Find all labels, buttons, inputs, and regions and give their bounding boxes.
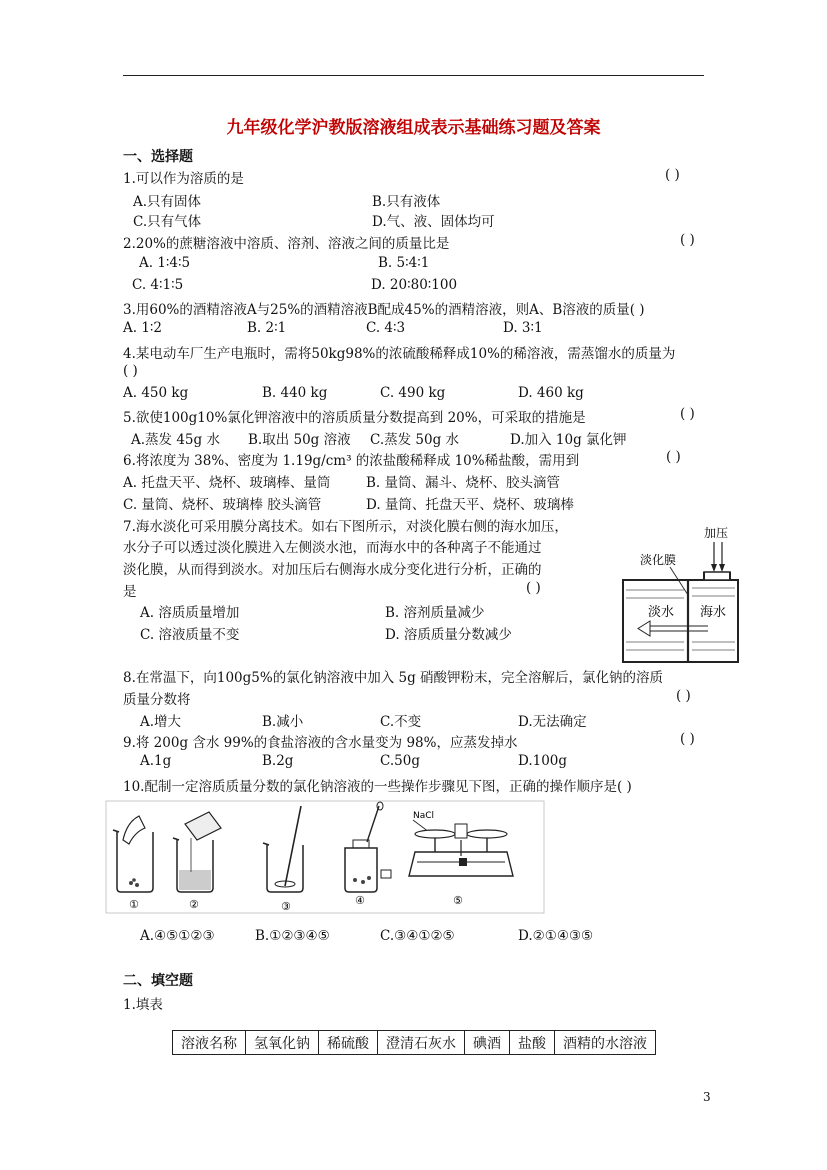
q9-option-b: B.2g <box>262 753 294 769</box>
answer-blank: ( ) <box>676 688 691 704</box>
fill-question-1: 1.填表 <box>123 997 163 1013</box>
question-3-stem: 3.用60%的酒精溶液A与25%的酒精溶液B配成45%的酒精溶液，则A、B溶液的质量( ) <box>123 302 645 318</box>
answer-blank: ( ) <box>123 363 138 379</box>
q6-option-c: C. 量筒、烧杯、玻璃棒 胶头滴管 <box>123 497 322 513</box>
step-5-balance <box>409 811 513 907</box>
q10-option-c: C.③④①②⑤ <box>380 928 455 944</box>
step-1-beaker <box>113 816 153 911</box>
question-7-line-3: 淡化膜，从而得到淡水。对加压后右侧海水成分变化进行分析，正确的 <box>123 562 542 578</box>
q9-option-d: D.100g <box>518 753 568 769</box>
q6-option-a: A. 托盘天平、烧杯、玻璃棒、量筒 <box>123 475 331 491</box>
table-cell: 碘酒 <box>465 1031 510 1055</box>
membrane-label: 淡化膜 <box>640 553 677 567</box>
q2-option-b: B. 5∶4∶1 <box>378 255 430 271</box>
q3-option-a: A. 1∶2 <box>123 320 163 336</box>
question-8-line-1: 8.在常温下，向100g5%的氯化钠溶液中加入 5g 硝酸钾粉末，完全溶解后，氯化钠的溶质 <box>123 670 664 686</box>
question-10-stem: 10.配制一定溶质质量分数的氯化钠溶液的一些操作步骤见下图，正确的操作顺序是( ) <box>123 779 632 795</box>
question-8-line-2: 质量分数将 <box>123 692 191 708</box>
answer-blank: ( ) <box>526 580 541 596</box>
solution-preparation-figure <box>105 800 545 915</box>
q4-option-d: D. 460 kg <box>518 385 584 401</box>
question-7-line-4: 是 <box>123 584 137 600</box>
q6-option-b: B. 量筒、漏斗、烧杯、胶头滴管 <box>366 475 561 491</box>
q8-option-b: B.减小 <box>262 714 304 730</box>
piston <box>704 572 730 580</box>
table-cell: 溶液名称 <box>173 1031 246 1055</box>
step-4-number: ④ <box>355 894 365 907</box>
answer-blank: ( ) <box>666 449 681 465</box>
question-6-stem: 6.将浓度为 38%、密度为 1.19g/cm³ 的浓盐酸稀释成 10%稀盐酸，需用到 <box>123 453 580 469</box>
q2-option-d: D. 20∶80∶100 <box>371 277 458 293</box>
header-rule <box>123 75 704 76</box>
q8-option-a: A.增大 <box>140 714 182 730</box>
question-7-line-1: 7.海水淡化可采用膜分离技术。如右下图所示，对淡化膜右侧的海水加压， <box>123 519 568 535</box>
section-heading-choice: 一、选择题 <box>123 149 193 165</box>
q7-option-c: C. 溶液质量不变 <box>140 627 240 643</box>
step-5-number: ⑤ <box>453 894 463 907</box>
question-7-line-2: 水分子可以透过淡化膜进入左侧淡水池，而海水中的各种离子不能通过 <box>123 540 542 556</box>
step-2-number: ② <box>189 898 199 911</box>
question-1-stem: 1.可以作为溶质的是 <box>123 171 244 187</box>
table-cell: 氢氧化钠 <box>246 1031 319 1055</box>
document-title: 九年级化学沪教版溶液组成表示基础练习题及答案 <box>226 118 601 138</box>
table-cell: 酒精的水溶液 <box>555 1031 656 1055</box>
press-label: 加压 <box>704 526 729 540</box>
step-3-number: ③ <box>281 900 291 913</box>
step-4-bottle <box>345 802 391 907</box>
section-heading-fill: 二、填空题 <box>123 973 193 989</box>
table-cell: 稀硫酸 <box>319 1031 378 1055</box>
q10-option-b: B.①②③④⑤ <box>255 928 330 944</box>
q10-option-a: A.④⑤①②③ <box>140 928 215 944</box>
answer-blank: ( ) <box>665 167 680 183</box>
q5-option-d: D.加入 10g 氯化钾 <box>510 432 627 448</box>
q2-option-a: A. 1∶4∶5 <box>139 255 191 271</box>
q5-option-b: B.取出 50g 溶液 <box>248 432 351 448</box>
table-cell: 澄清石灰水 <box>378 1031 465 1055</box>
membrane-desalination-figure <box>618 520 748 670</box>
q1-option-d: D.气、液、固体均可 <box>372 214 495 230</box>
q7-option-b: B. 溶剂质量减少 <box>385 605 485 621</box>
page-number: 3 <box>703 1090 711 1104</box>
q10-option-d: D.②①④③⑤ <box>518 928 594 944</box>
answer-blank: ( ) <box>680 232 695 248</box>
solution-table <box>172 1030 656 1055</box>
q4-option-a: A. 450 kg <box>123 385 189 401</box>
sea-water-label: 海水 <box>700 605 727 620</box>
q4-option-c: C. 490 kg <box>380 385 446 401</box>
question-4-stem: 4.某电动车厂生产电瓶时，需将50kg98%的浓硫酸稀释成10%的稀溶液，需蒸馏水的质量为 <box>123 346 676 362</box>
q1-option-a: A.只有固体 <box>133 194 202 210</box>
q5-option-a: A.蒸发 45g 水 <box>131 432 220 448</box>
question-9-stem: 9.将 200g 含水 99%的食盐溶液的含水量变为 98%，应蒸发掉水 <box>123 735 518 751</box>
q6-option-d: D. 量筒、托盘天平、烧杯、玻璃棒 <box>366 497 574 513</box>
step-1-number: ① <box>129 898 139 911</box>
table-cell: 盐酸 <box>510 1031 555 1055</box>
step-2-beaker <box>173 812 221 911</box>
q1-option-b: B.只有液体 <box>372 194 441 210</box>
answer-blank: ( ) <box>680 406 695 422</box>
fresh-water-label: 淡水 <box>648 605 675 620</box>
step-3-beaker <box>263 806 303 913</box>
answer-blank: ( ) <box>680 731 695 747</box>
q3-option-d: D. 3∶1 <box>503 320 543 336</box>
question-5-stem: 5.欲使100g10%氯化钾溶液中的溶质质量分数提高到 20%，可采取的措施是 <box>123 410 586 426</box>
q7-option-d: D. 溶质质量分数减少 <box>385 627 512 643</box>
q3-option-b: B. 2∶1 <box>247 320 287 336</box>
q3-option-c: C. 4∶3 <box>366 320 406 336</box>
nacl-label: NaCl <box>413 811 435 821</box>
table-row <box>173 1031 656 1055</box>
question-2-stem: 2.20%的蔗糖溶液中溶质、溶剂、溶液之间的质量比是 <box>123 236 450 252</box>
q1-option-c: C.只有气体 <box>133 214 202 230</box>
q8-option-d: D.无法确定 <box>518 714 587 730</box>
q9-option-c: C.50g <box>380 753 420 769</box>
q5-option-c: C.蒸发 50g 水 <box>370 432 460 448</box>
q7-option-a: A. 溶质质量增加 <box>140 605 240 621</box>
q4-option-b: B. 440 kg <box>262 385 328 401</box>
q9-option-a: A.1g <box>140 753 172 769</box>
q8-option-c: C.不变 <box>380 714 422 730</box>
q2-option-c: C. 4∶1∶5 <box>132 277 184 293</box>
